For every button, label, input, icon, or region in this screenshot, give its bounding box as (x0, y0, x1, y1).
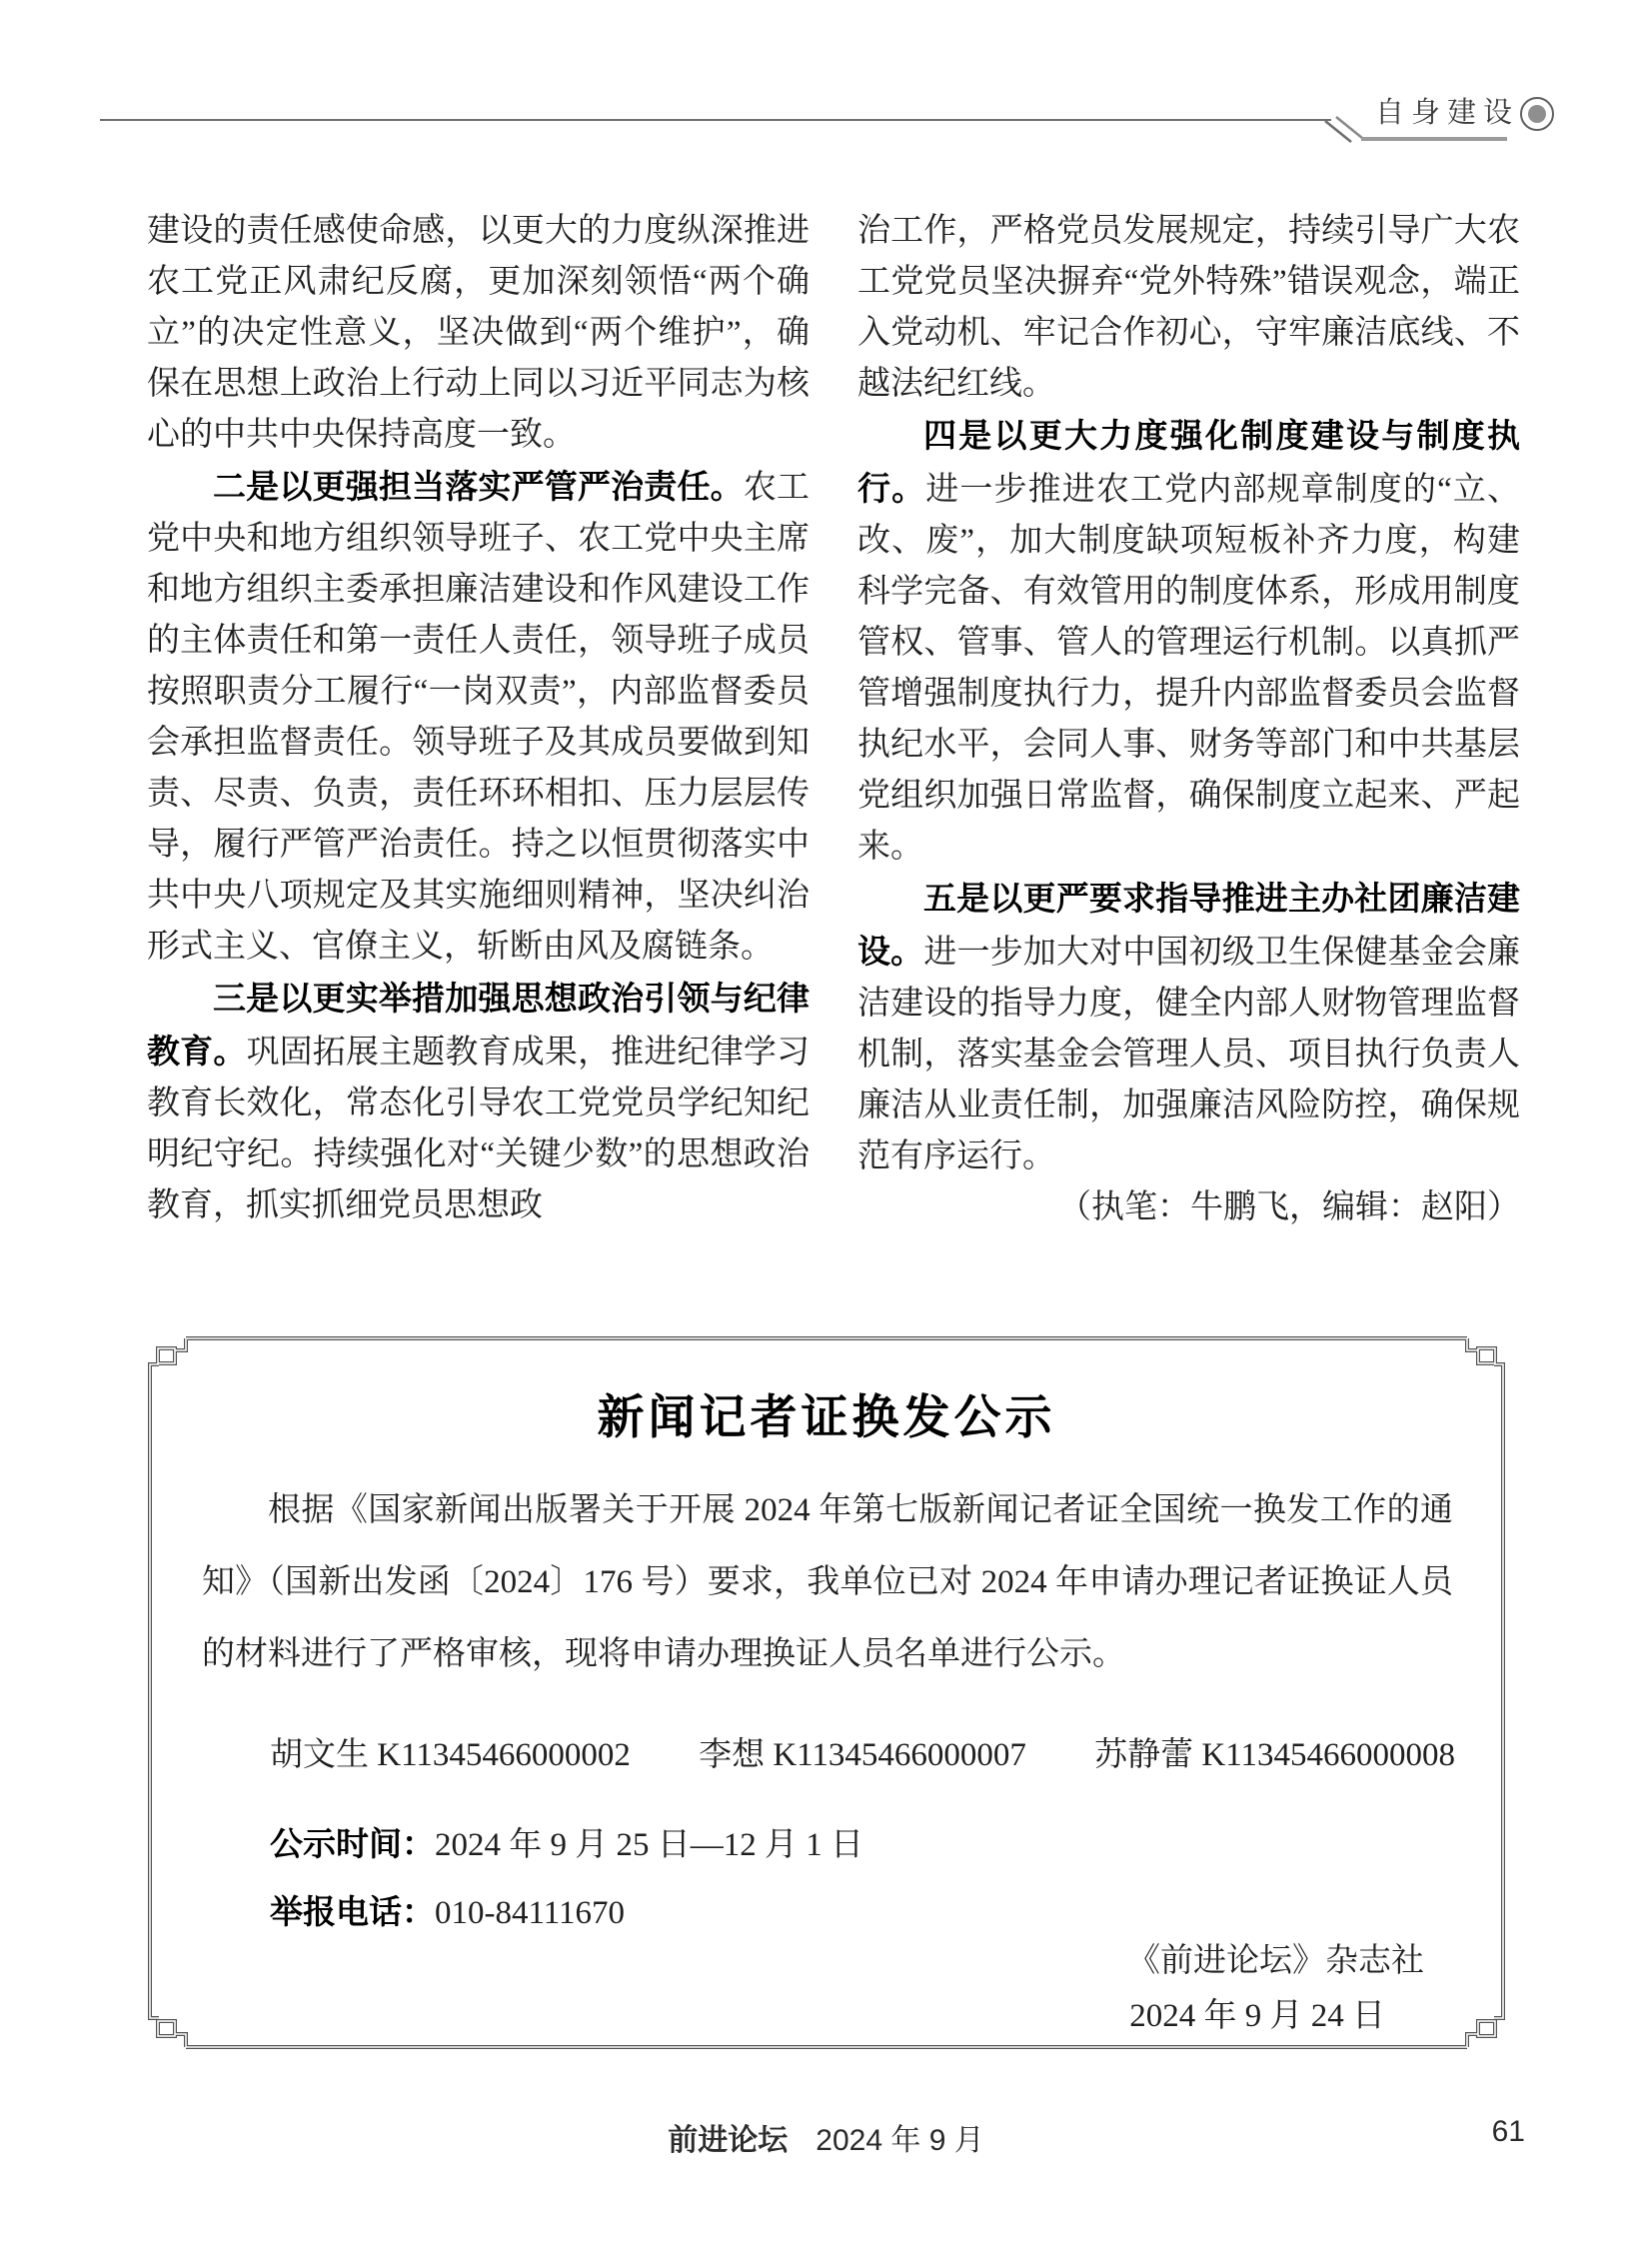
article-left-column (147, 206, 810, 1231)
notice-name-entry: 胡文生 K11345466000002 (270, 1737, 631, 1773)
notice-name-list (270, 1728, 1455, 1775)
notice-title: 新闻记者证换发公示 (597, 1390, 1056, 1443)
article-right-column (857, 206, 1520, 1233)
footer (0, 2115, 1652, 2159)
bullseye-icon-dot (1528, 105, 1546, 123)
paragraph-point-four: 四是以更大力度强化制度建设与制度执行。进一步推进农工党内部规章制度的“立、改、废”，加大制度缺项短板补齐力度，构建科学完备、有效管用的制度体系，形成用制度管权、管事、管人的管理运行机制。以真抓严管增强制度执行力，提升内部监督委员会监督执纪水平，会同人事、财务等部门和中共基层党组织加强日常监督，确保制度立起来、严起来。 (857, 417, 1520, 865)
paragraph-lead: 五是以更严要求指导推进主办社团廉洁建设。 (857, 880, 1520, 970)
bullseye-icon (1520, 97, 1554, 131)
notice-period-row (270, 1818, 863, 1865)
paragraph-continuation: 建设的责任感使命感，以更大的力度纵深推进农工党正风肃纪反腐，更加深刻领悟“两个确立”的决定性意义，坚决做到“两个维护”，确保在思想上政治上行动上同以习近平同志为核心的中共中央保持高度一致。 (147, 213, 810, 453)
paragraph-lead: 三是以更实举措加强思想政治引领与纪律教育。 (147, 980, 810, 1070)
footer-journal-name: 前进论坛 (668, 2124, 789, 2157)
notice-period-label: 公示时间： (270, 1825, 435, 1862)
paragraph-point-five: 五是以更严要求指导推进主办社团廉洁建设。进一步加大对中国初级卫生保健基金会廉洁建设的指导力度，健全内部人财物管理监督机制，落实基金会管理人员、项目执行负责人廉洁从业责任制，加强廉洁风险防控，确保规范有序运行。 (857, 880, 1521, 1174)
paragraph-lead: 二是以更强担当落实严管严治责任。 (213, 468, 744, 505)
section-label: 自身建设 (1375, 97, 1520, 129)
notice-sign-date: 2024 年 9 月 24 日 (1129, 1998, 1385, 2034)
header-rule-thick (1361, 137, 1507, 141)
notice-box (146, 1334, 1507, 2051)
paragraph-point-two: 二是以更强担当落实严管严治责任。农工党中央和地方组织领导班子、农工党中央主席和地方组织主委承担廉洁建设和作风建设工作的主体责任和第一责任人责任，领导班子成员按照职责分工履行“一岗双责”，内部监督委员会承担监督责任。领导班子及其成员要做到知责、尽责、负责，责任环环相扣、压力层层传导，履行严管严治责任。持之以恒贯彻落实中共中央八项规定及其实施细则精神，坚决纠治形式主义、官僚主义，斩断由风及腐链条。 (147, 468, 811, 965)
paragraph-lead: 四是以更大力度强化制度建设与制度执行。 (857, 417, 1520, 507)
article-byline: （执笔：牛鹏飞，编辑：赵阳） (1058, 1189, 1520, 1225)
notice-name-entry: 李想 K11345466000007 (699, 1737, 1026, 1773)
notice-hotline-label: 举报电话： (270, 1893, 435, 1930)
notice-hotline-value: 010-84111670 (435, 1895, 626, 1931)
header-rule-thin (100, 119, 1331, 121)
notice-name-entry: 苏静蕾 K11345466000008 (1094, 1737, 1455, 1773)
notice-body: 根据《国家新闻出版署关于开展 2024 年第七版新闻记者证全国统一换发工作的通知》（国新出发函〔2024〕176 号）要求，我单位已对 2024 年申请办理记者证换证人员的材料进行了严格审核，现将申请办理换证人员名单进行公示。 (202, 1492, 1453, 1672)
header-break-slashes (1321, 108, 1373, 152)
footer-issue: 2024 年 9 月 (816, 2124, 984, 2157)
paragraph-point-three: 三是以更实举措加强思想政治引领与纪律教育。巩固拓展主题教育成果，推进纪律学习教育长效化，常态化引导农工党党员学纪知纪明纪守纪。持续强化对“关键少数”的思想政治教育，抓实抓细党员思想政 (147, 980, 811, 1223)
footer-page-number: 61 (1491, 2115, 1525, 2148)
notice-hotline-row (270, 1886, 625, 1933)
notice-period-value: 2024 年 9 月 25 日—12 月 1 日 (435, 1827, 863, 1863)
paragraph-continuation: 治工作，严格党员发展规定，持续引导广大农工党党员坚决摒弃“党外特殊”错误观念，端正入党动机、牢记合作初心，守牢廉洁底线、不越法纪红线。 (857, 213, 1520, 402)
notice-signer: 《前进论坛》杂志社 (1127, 1943, 1424, 1979)
